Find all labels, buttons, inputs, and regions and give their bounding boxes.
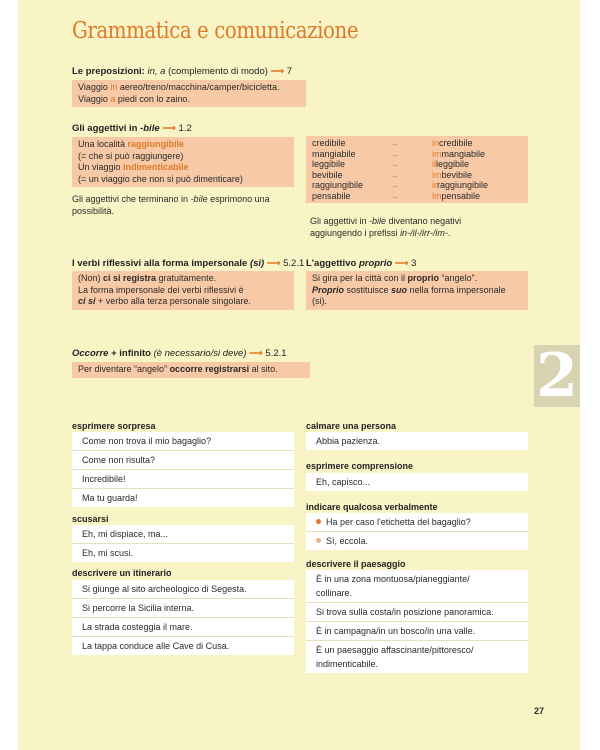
- riflessivi-label: I verbi riflessivi alla forma impersonale: [72, 258, 248, 269]
- list-item: Eh, mi scusi.: [82, 548, 134, 558]
- riflessivi-heading: [72, 258, 304, 269]
- word-pair-row: pensabile → impensabile: [312, 190, 481, 201]
- riflessivi-ref: 5.2.1: [283, 258, 305, 269]
- preposizioni-italic: in, a: [147, 66, 166, 77]
- preposizioni-ref: 7: [286, 66, 293, 77]
- occorre-paren: (è necessario/si deve): [153, 348, 247, 359]
- word-pairs-note: Gli aggettivi in -bile diventano negativi aggiungendo i prefissi in-/il-/irr-/im-.: [310, 216, 462, 238]
- arrow-icon: ⟶: [270, 66, 285, 77]
- list-item: collinare.: [306, 584, 528, 603]
- word-pairs-table: [312, 138, 488, 201]
- word-pairs-box: [306, 136, 528, 203]
- occorre-label: Occorre: [72, 348, 109, 359]
- aggettivi-bile-label: Gli aggettivi in: [72, 123, 138, 134]
- page-title: Grammatica e comunicazione: [72, 18, 359, 44]
- list-item: Ma tu guarda!: [82, 493, 138, 503]
- list-item: È in una zona montuosa/pianeggiante/: [316, 574, 470, 584]
- riflessivi-italic: (si): [249, 258, 265, 269]
- list-paesaggio: [306, 570, 528, 673]
- bile-line-4: (= un viaggio che non si può dimenticare): [78, 173, 243, 184]
- occorre-box: [72, 362, 310, 378]
- bullet-icon: [316, 519, 321, 524]
- list-indicare: [306, 513, 528, 550]
- bullet-icon: [316, 538, 321, 543]
- section-title-indicare: indicare qualcosa verbalmente: [306, 502, 438, 512]
- occorre-heading: [72, 348, 287, 359]
- riflessivi-line-3: ci si + verbo alla terza personale singolare.: [78, 296, 251, 306]
- riflessivi-box: [72, 271, 294, 310]
- proprio-line-3: (si).: [312, 296, 327, 306]
- aggettivi-bile-box: [72, 137, 294, 187]
- list-item: Eh, mi dispiace, ma...: [72, 525, 294, 544]
- list-comprensione: [306, 473, 528, 491]
- preposizioni-label: Le preposizioni:: [72, 66, 145, 77]
- list-item: indimenticabile.: [316, 659, 379, 669]
- bile-line-2: (= che si può raggiungere): [78, 150, 184, 161]
- list-item: Si percorre la Sicilia interna.: [72, 599, 294, 618]
- list-scusarsi: [72, 525, 294, 562]
- proprio-italic: proprio: [358, 258, 393, 269]
- riflessivi-line-2: La forma impersonale dei verbi riflessivi è: [78, 284, 244, 295]
- preposizioni-line-1: Viaggio in aereo/treno/macchina/camper/bicicletta.: [78, 82, 280, 92]
- bile-line-1: Una località raggiungibile: [78, 139, 185, 149]
- list-sorpresa: [72, 432, 294, 507]
- word-pair-row: leggibile → illeggibile: [312, 159, 470, 169]
- proprio-ref: 3: [411, 258, 417, 269]
- section-title-sorpresa: esprimere sorpresa: [72, 421, 156, 431]
- proprio-box: [306, 271, 528, 310]
- preposizioni-paren: (complemento di modo): [168, 66, 268, 77]
- riflessivi-line-1: (Non) ci si registra gratuitamente.: [78, 273, 217, 283]
- aggettivi-bile-note: Gli aggettivi che terminano in -bile esprimono una possibilità.: [72, 194, 270, 216]
- aggettivi-bile-italic: -bile: [140, 123, 160, 134]
- page-number: 27: [534, 706, 545, 716]
- proprio-heading: [306, 258, 416, 269]
- occorre-ref: 5.2.1: [265, 348, 287, 359]
- preposizioni-heading: [72, 66, 292, 77]
- list-item: Ha per caso l'etichetta del bagaglio?: [306, 513, 528, 532]
- list-item: Abbia pazienza.: [316, 436, 381, 446]
- list-item: Come non trova il mio bagaglio?: [72, 432, 294, 451]
- arrow-icon: ⟶: [249, 348, 263, 359]
- occorre-line-1: Per diventare “angelo” occorre registrarsi al sito.: [78, 364, 278, 374]
- preposizioni-line-2: Viaggio a piedi con lo zaino.: [78, 93, 190, 104]
- list-item: Come non risulta?: [72, 451, 294, 470]
- bile-line-3: Un viaggio indimenticabile: [78, 162, 189, 172]
- arrow-icon: ⟶: [266, 258, 281, 269]
- preposizioni-box: [72, 80, 306, 107]
- word-pair-row: mangiabile → immangiabile: [312, 148, 486, 159]
- proprio-line-2: Proprio sostituisce suo nella forma impersonale: [312, 284, 506, 295]
- list-item: La tappa conduce alle Cave di Cusa.: [82, 641, 230, 651]
- list-item: Si trova sulla costa/in posizione panoramica.: [306, 603, 528, 622]
- arrow-icon: ⟶: [394, 258, 409, 269]
- section-title-paesaggio: descrivere il paesaggio: [306, 559, 406, 569]
- aggettivi-bile-ref: 1.2: [178, 123, 192, 134]
- proprio-line-1: Si gira per la città con il proprio “angelo”.: [312, 273, 478, 283]
- list-itinerario: [72, 580, 294, 655]
- list-calmare: [306, 432, 528, 450]
- list-item: È in campagna/in un bosco/in una valle.: [306, 622, 528, 641]
- list-item: Incredibile!: [72, 470, 294, 489]
- word-pair-row: credibile → incredibile: [312, 138, 473, 148]
- chapter-number-tab: 2: [534, 345, 580, 407]
- list-item: È un paesaggio affascinante/pittoresco/: [316, 645, 474, 655]
- word-pair-row: bevibile → imbevibile: [312, 169, 473, 180]
- list-item: Eh, capisco...: [316, 477, 371, 487]
- list-item: Si giunge al sito archeologico di Segesta.: [72, 580, 294, 599]
- section-title-calmare: calmare una persona: [306, 421, 397, 431]
- word-pair-row: raggiungibile → irraggiungibile: [312, 180, 489, 190]
- section-title-comprensione: esprimere comprensione: [306, 461, 414, 471]
- aggettivi-bile-heading: [72, 123, 192, 134]
- section-title-scusarsi: scusarsi: [72, 514, 109, 524]
- list-item: Sì, eccola.: [306, 532, 528, 550]
- arrow-icon: ⟶: [162, 123, 176, 134]
- occorre-plus: + infinito: [108, 348, 154, 359]
- section-title-itinerario: descrivere un itinerario: [72, 568, 172, 578]
- proprio-label: L'aggettivo: [306, 258, 357, 269]
- list-item: La strada costeggia il mare.: [72, 618, 294, 637]
